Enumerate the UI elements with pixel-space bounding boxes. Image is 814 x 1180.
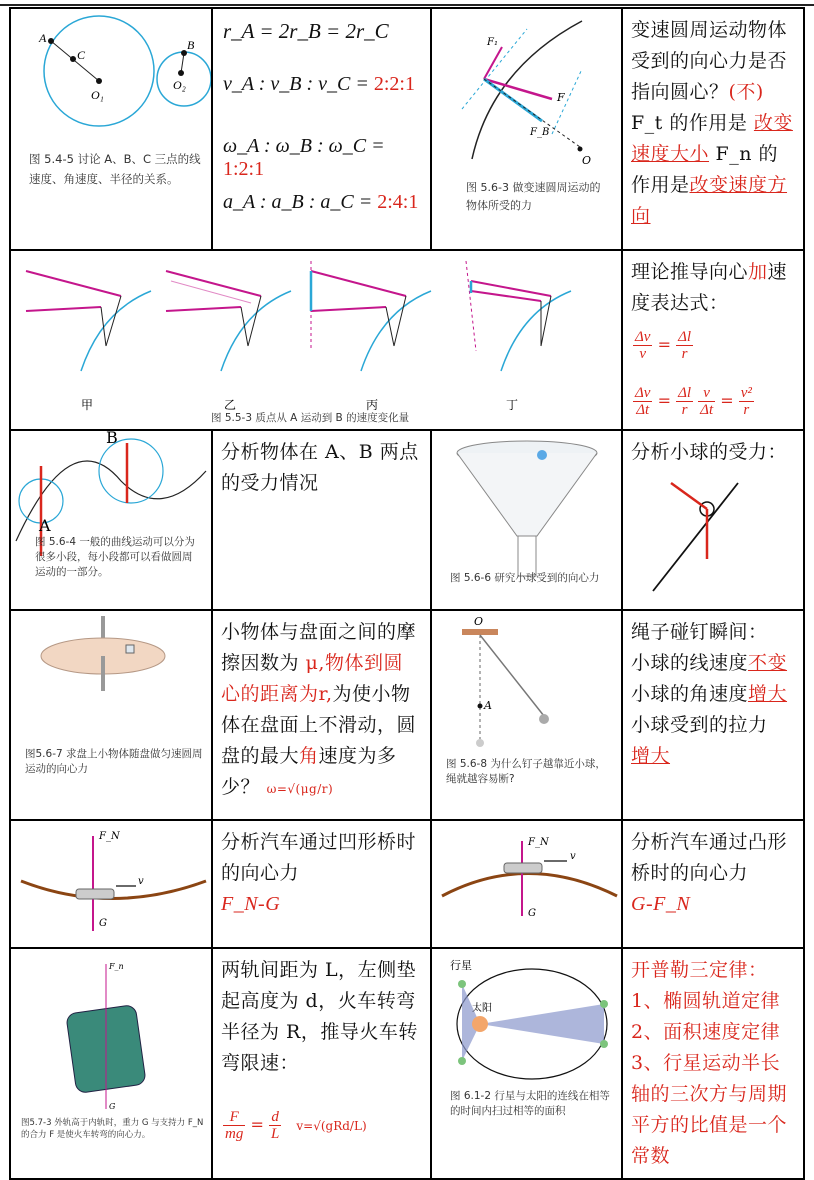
fig-variable-circular-force xyxy=(431,8,622,250)
caption-6-1-2: 图 6.1-2 行星与太阳的连线在相等的时间内扫过相等的面积 xyxy=(450,1090,610,1117)
point-B: B xyxy=(106,431,118,447)
convex-text: 分析汽车通过凸形桥时的向心力 G-F_N xyxy=(631,831,788,915)
label-yi: 乙 xyxy=(224,398,237,412)
caption-5-6-6: 图 5.6-6 研究小球受到的向心力 xyxy=(450,572,600,584)
caption-5-4-5: 图 5.4-5 讨论 A、B、C 三点的线速度、角速度、半径的关系。 xyxy=(29,152,201,186)
label-FN: F_N xyxy=(528,837,549,848)
label-O: O xyxy=(474,615,484,628)
fig-convex-bridge xyxy=(431,820,622,948)
row-4 xyxy=(10,610,804,820)
eq-acceleration: a_A : a_B : a_C = 2:4:1 xyxy=(223,191,419,213)
eq-radius: r_A = 2r_B = 2r_C xyxy=(223,19,389,43)
curve-segments-diagram xyxy=(11,431,212,610)
physics-notes-table xyxy=(9,7,805,1180)
kepler-text: 开普勒三定律：1、椭圆轨道定律 2、面积速度定律 3、行星运动半长轴的三次方与周期平方的比值是一个常数 xyxy=(631,959,788,1167)
row-2 xyxy=(10,250,804,430)
panel-yi xyxy=(166,271,291,412)
ball-force-text: 分析小球的受力： xyxy=(631,441,788,463)
concave-bridge-diagram xyxy=(11,821,212,948)
caption-5-6-3: 图 5.6-3 做变速圆周运动的物体所受的力 xyxy=(466,181,601,212)
fig-funnel xyxy=(431,430,622,610)
ab-force-text: 分析物体在 A、B 两点的受力情况 xyxy=(221,441,419,494)
kepler-ellipse-diagram xyxy=(432,949,622,1159)
row-3 xyxy=(10,430,804,610)
concave-bridge-analysis xyxy=(212,820,431,948)
row-5 xyxy=(10,820,804,948)
label-bing: 丙 xyxy=(366,398,379,412)
label-B: B xyxy=(187,38,195,52)
caption-5-6-7: 图5.6-7 求盘上小物体随盘做匀速圆周运动的向心力 xyxy=(25,748,203,775)
label-FB: F_B xyxy=(530,127,550,138)
label-v: v xyxy=(570,851,576,862)
caption-5-6-4: 图 5.6-4 一般的曲线运动可以分为很多小段，每小段都可以看做圆周运动的一部分。 xyxy=(35,536,195,578)
fig-curve-segments xyxy=(10,430,212,610)
formula-1: $\frac{\Delta v}{v}$ = $\frac{\Delta l}{r}$ xyxy=(635,329,692,362)
caption-5-5-3: 图 5.5-3 质点从 A 运动到 B 的速度变化量 xyxy=(211,412,410,424)
point-A: A xyxy=(39,516,51,535)
train-curve-problem xyxy=(212,948,431,1179)
label-jia: 甲 xyxy=(81,398,94,412)
disk-problem-text: 小物体与盘面之间的摩擦因数为 μ,物体到圆心的距离为r,为使小物体在盘面上不滑动，圆盘的最大角速度为多少？ ω=√(μg/r) xyxy=(221,621,417,798)
train-formula: $\frac{F}{mg}$ = $\frac{d}{L}$ v=√(gRd/L) xyxy=(225,1109,367,1142)
caption-5-7-3: 图5.7-3 外轨高于内轨时，重力 G 与支持力 F_N 的合力 F 是使火车转弯的向心力。 xyxy=(21,1118,204,1140)
rope-nail-text: 绳子碰钉瞬间： 小球的线速度不变 小球的角速度增大 小球受到的拉力 增大 xyxy=(631,621,788,767)
label-sun: 太阳 xyxy=(472,1003,492,1014)
panel-bing xyxy=(311,261,431,412)
convex-bridge-diagram xyxy=(432,821,622,948)
label-F: F xyxy=(557,91,565,104)
label-O1: O₁ xyxy=(91,88,104,102)
label-G: G xyxy=(99,918,107,929)
label-A: A xyxy=(39,31,47,45)
rope-nail-analysis xyxy=(622,610,804,820)
fig-rotating-disk xyxy=(10,610,212,820)
velocity-change-diagram xyxy=(11,251,622,430)
label-O: O xyxy=(582,154,592,167)
ball-force-diagram xyxy=(623,431,804,610)
label-O2: O₂ xyxy=(173,78,186,92)
label-v: v xyxy=(138,876,144,887)
row-1 xyxy=(10,8,804,250)
pendulum-diagram xyxy=(432,611,622,820)
label-ding: 丁 xyxy=(506,398,519,412)
ball-force-analysis xyxy=(622,430,804,610)
formula-2: $\frac{\Delta v}{\Delta t}$ = $\frac{\Delta l}{r}$ $\frac{v}{\Delta t}$ = $\frac{\text{v²}}{r}$ xyxy=(635,385,752,418)
centripetal-derivation xyxy=(622,250,804,430)
label-planet: 行星 xyxy=(450,959,472,972)
speed-ratio-equations xyxy=(212,8,431,250)
label-A: A xyxy=(484,699,492,712)
caption-5-6-8: 图 5.6-8 为什么钉子越靠近小球，绳就越容易断? xyxy=(446,758,606,785)
label-F1: F₁ xyxy=(487,37,498,48)
eq-linear-speed: v_A : v_B : v_C = 2:2:1 xyxy=(223,73,415,95)
fig-gear-circles xyxy=(10,8,212,250)
variable-circular-question xyxy=(622,8,804,250)
fig-train-curve xyxy=(10,948,212,1179)
derivation-title: 理论推导向心加速度表达式： xyxy=(631,261,788,314)
ab-force-analysis xyxy=(212,430,431,610)
panel-ding xyxy=(466,261,571,412)
kepler-laws xyxy=(622,948,804,1179)
train-problem-text: 两轨间距为 L，左侧垫起高度为 d，火车转弯半径为 R，推导火车转弯限速： xyxy=(221,959,418,1074)
fig-concave-bridge xyxy=(10,820,212,948)
top-rule xyxy=(0,4,814,6)
label-FN: F_N xyxy=(99,831,120,842)
label-G: G xyxy=(528,908,536,919)
label-C: C xyxy=(77,48,86,62)
convex-bridge-analysis xyxy=(622,820,804,948)
rotating-disk-diagram xyxy=(11,611,212,820)
fig-velocity-change xyxy=(10,250,622,430)
fig-kepler-ellipse xyxy=(431,948,622,1179)
row-6 xyxy=(10,948,804,1179)
label-Fn: F_n xyxy=(109,962,124,971)
gear-circles-diagram xyxy=(11,9,212,250)
disk-friction-problem xyxy=(212,610,431,820)
concave-text: 分析汽车通过凹形桥时的向心力 F_N-G xyxy=(221,831,417,915)
label-G: G xyxy=(109,1102,116,1111)
fig-pendulum-nail xyxy=(431,610,622,820)
panel-jia xyxy=(26,271,151,412)
eq-angular-speed: ω_A : ω_B : ω_C = 1:2:1 xyxy=(223,135,385,180)
question-text: 变速圆周运动物体受到的向心力是否指向圆心？(不) F_t 的作用是 改变速度大小 F_n 的作用是改变速度方向 xyxy=(631,19,793,227)
